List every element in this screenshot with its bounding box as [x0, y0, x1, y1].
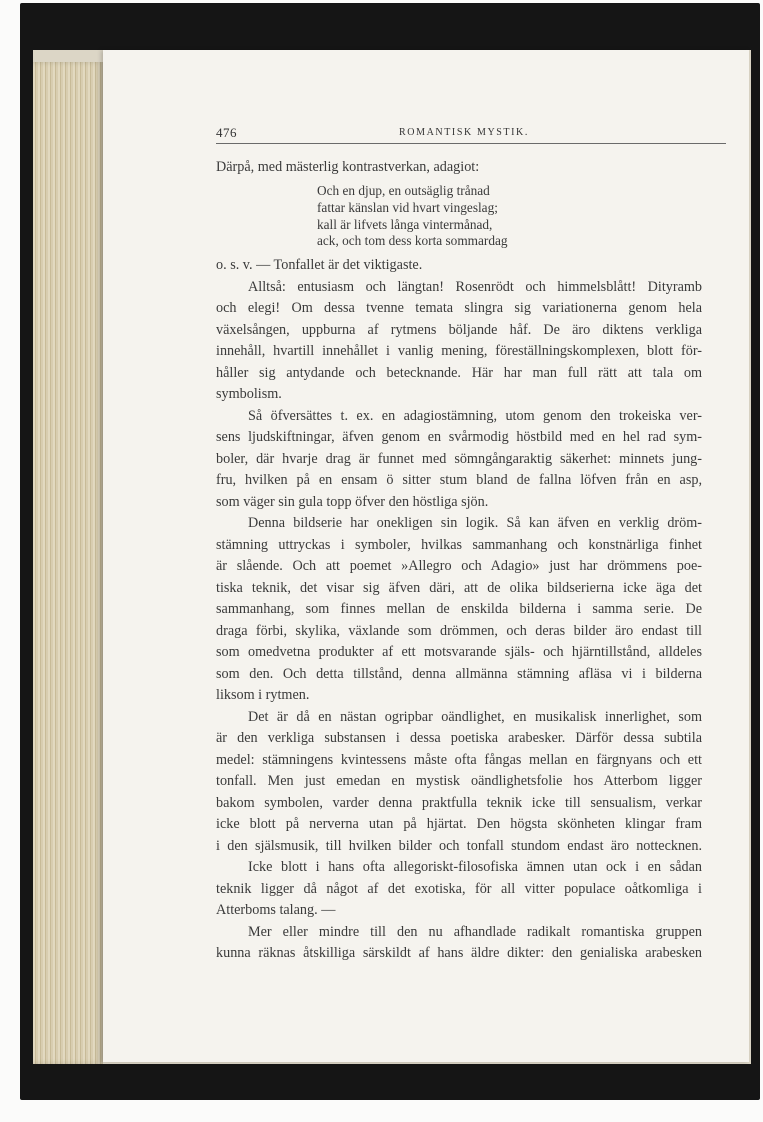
text-line: håller sig antydande och betecknande. Här har man full rätt att tala om [216, 364, 702, 381]
text-line: är den verkliga substansen i dessa poetiska arabesker. Därför dessa subtila [216, 730, 702, 746]
text-line: teknik ligger då något af det exotiska, för all vitter populace oåtkomliga i [216, 880, 702, 897]
text-line: växelsången, uppburna af rytmens böljande håf. De äro diktens verkliga [216, 321, 702, 338]
text-line: icke blott på nerverna utan på hjärtat. Den högsta skönheten klingar fram [216, 816, 702, 832]
text-line: är slående. Och att poemet »Allegro och Adagio» just har drömmens poe- [216, 558, 702, 574]
text-line: o. s. v. — Tonfallet är det viktigaste. [216, 257, 423, 273]
text-line: i den själsmusik, till hvilken bilder och tonfall stundom endast äro nottecknen. [216, 837, 702, 854]
text-line: innehåll, hvartill innehållet i vanlig mening, föreställningskomplexen, blott för- [216, 343, 702, 359]
header-title: ROMANTISK MYSTIK. [399, 127, 529, 138]
text-line: Det är då en nästan ogripbar oändlighet, en musikalisk innerlighet, som [248, 708, 702, 725]
text-line: stämning uttryckas i symboler, hvilkas sammanhang och konstnärliga finhet [216, 536, 702, 553]
text-line: liksom i rytmen. [216, 687, 310, 703]
poem-line: ack, och tom dess korta sommardag [317, 233, 508, 249]
text-line: symbolism. [216, 386, 282, 402]
text-line: fru, hvilken på en ensam ö sitter stum bland de fallna löfven från en asp, [216, 472, 702, 488]
text-line: medel: stämningens kvintessens måste ofta fångas mellan en färgnyans och ett [216, 751, 702, 768]
page-number: 476 [216, 125, 237, 140]
text-line: Icke blott i hans ofta allegoriskt-filosofiska ämnen utan ock i en sådan [248, 859, 702, 875]
text-line: tonfall. Men just emedan en mystisk oändlighetsfolie hos Atterbom ligger [216, 773, 702, 789]
text-line: kunna räknas åtskilliga särskildt af hans äldre dikter: den genialiska arabesken [216, 945, 702, 961]
text-line: som väger sin gula topp öfver den höstliga sjön. [216, 493, 489, 510]
page-edges [33, 62, 103, 1064]
text-line: sammanhang, som finnes mellan de enskilda bilderna i samma serie. De [216, 601, 702, 617]
body-text [216, 255, 702, 965]
intro-paragraph [216, 157, 702, 179]
poem-line: Och en djup, en outsäglig trånad [317, 183, 490, 198]
text-line: draga förbi, skylika, växlande som drömmen, och deras bilder äro endast till [216, 622, 702, 639]
text-line: Så öfversättes t. ex. en adagiostämning, utom genom den trokeiska ver- [248, 407, 702, 424]
text-line: som den. Och detta tillstånd, denna allmänna stämning afläsa vi i bilderna [216, 665, 702, 682]
text-line: Mer eller mindre till den nu afhandlade radikalt romantiska gruppen [248, 923, 702, 940]
text-line: Alltså: entusiasm och längtan! Rosenrödt och himmelsblått! Dityramb [248, 278, 702, 295]
text-line: tiska teknik, det visar sig äfven däri, att de olika bildserierna icke äga det [216, 579, 702, 596]
text-line: Därpå, med mästerlig kontrastverkan, adagiot: [216, 159, 480, 175]
text-line: Denna bildserie har onekligen sin logik. Så kan äfven en verklig dröm- [248, 515, 702, 531]
text-line: som omedvetna produkter af ett motsvarande själs- och hjärntillstånd, alldeles [216, 644, 702, 660]
poem-line: kall är lifvets långa vintermånad, [317, 216, 493, 232]
poem-stanza [317, 183, 617, 250]
text-line: och elegi! Om dessa tvenne temata slingra sig variationerna genom hela [216, 300, 702, 316]
text-line: Atterboms talang. — [216, 902, 336, 918]
text-line: boler, där hvarje drag är funnet med sömngångaraktig säkerhet: minnets jung- [216, 450, 702, 467]
running-header [216, 121, 726, 144]
text-line: bakom symbolen, varder denna praktfulla teknik icke till sensualism, verkar [216, 794, 702, 811]
poem-line: fattar känslan vid hvart vingeslag; [317, 199, 498, 215]
text-line: sens ljudskiftningar, äfven genom en svårmodig höstbild med en hel rad sym- [216, 429, 702, 445]
